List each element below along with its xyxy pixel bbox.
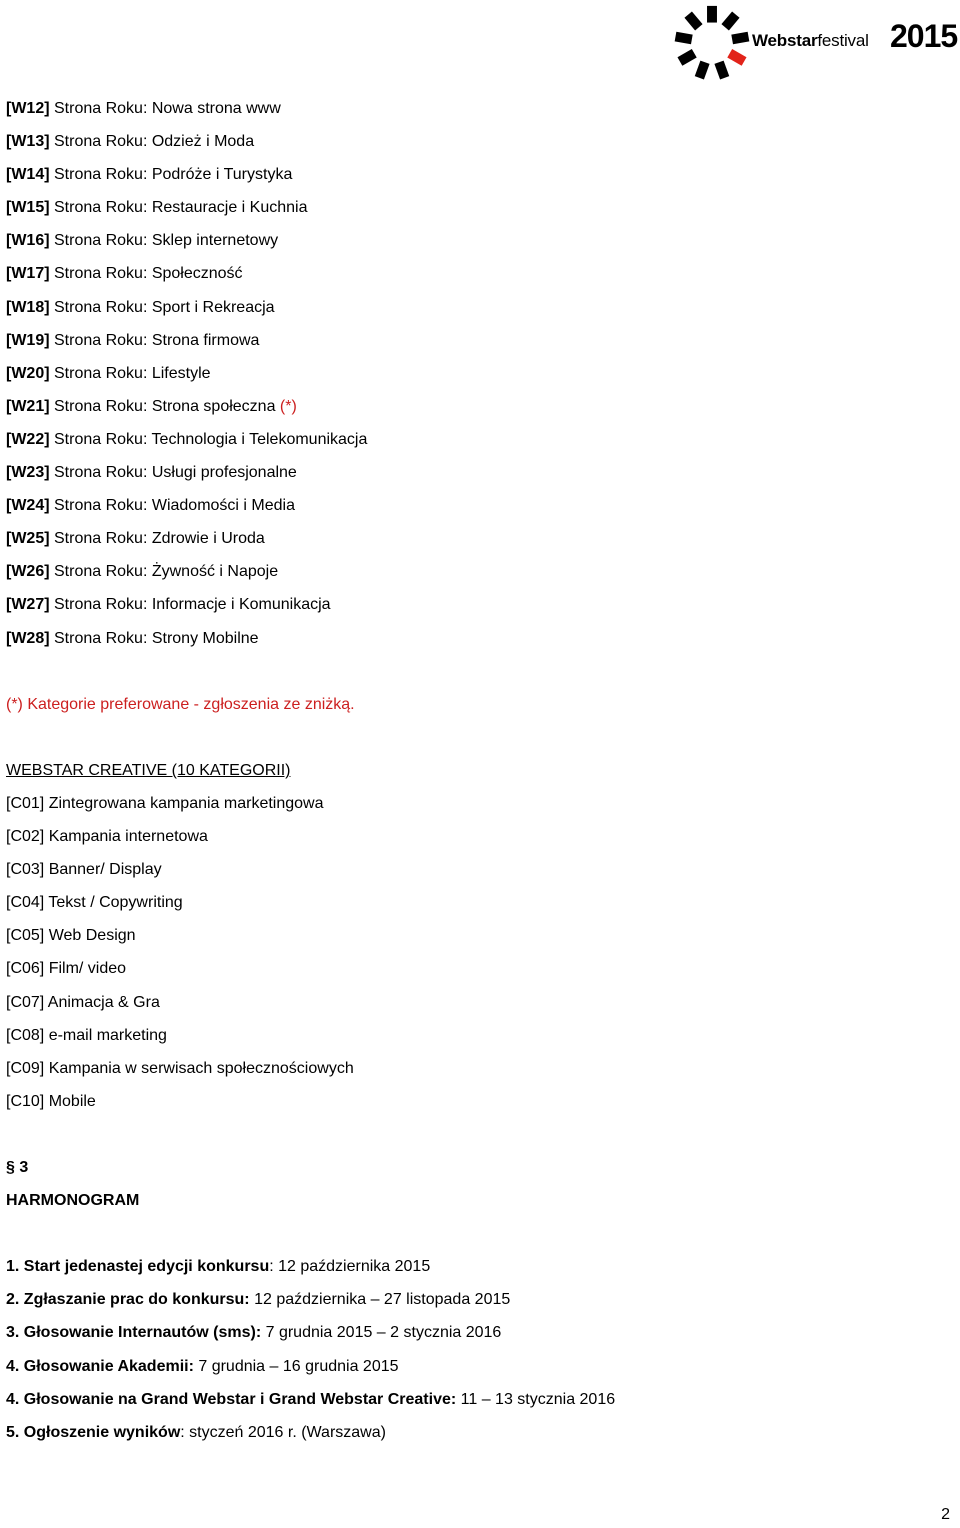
list-item: [C10] Mobile [6, 1092, 96, 1110]
schedule-item: 5. Ogłoszenie wyników: styczeń 2016 r. (Warszawa) [6, 1423, 386, 1441]
document-body [6, 96, 946, 1453]
list-item: [W12] Strona Roku: Nowa strona www [6, 100, 281, 117]
list-item: [C07] Animacja & Gra [6, 993, 160, 1011]
list-item: [C06] Film/ video [6, 960, 127, 978]
schedule-item: 3. Głosowanie Internautów (sms): 7 grudnia 2015 – 2 stycznia 2016 [6, 1324, 502, 1342]
list-item: [W19] Strona Roku: Strona firmowa [6, 331, 260, 349]
creative-categories-section [6, 758, 946, 1122]
schedule-item: 4. Głosowanie Akademii: 7 grudnia – 16 grudnia 2015 [6, 1357, 399, 1375]
list-item: [W18] Strona Roku: Sport i Rekreacja [6, 298, 275, 316]
section-title: HARMONOGRAM [6, 1192, 140, 1210]
list-item: [C01] Zintegrowana kampania marketingowa [6, 794, 324, 812]
discount-footnote: (*) Kategorie preferowane - zgłoszenia ze zniżką. [6, 695, 355, 713]
page-header [0, 0, 960, 88]
section-symbol: § [6, 1159, 15, 1176]
website-categories-list [6, 96, 946, 659]
list-item: [C02] Kampania internetowa [6, 828, 208, 846]
page-number: 2 [941, 1506, 950, 1523]
list-item: [W28] Strona Roku: Strony Mobilne [6, 629, 259, 647]
list-item: [W25] Strona Roku: Zdrowie i Uroda [6, 530, 265, 548]
list-item: [W16] Strona Roku: Sklep internetowy [6, 232, 279, 250]
list-item: [W24] Strona Roku: Wiadomości i Media [6, 497, 295, 515]
list-item: [C03] Banner/ Display [6, 861, 162, 879]
schedule-item: 4. Głosowanie na Grand Webstar i Grand Webstar Creative: 11 – 13 stycznia 2016 [6, 1390, 616, 1408]
list-item: [C05] Web Design [6, 927, 136, 945]
section-number: § 3 [6, 1159, 29, 1176]
header-year: 2015 [890, 18, 958, 54]
list-item: [W17] Strona Roku: Społeczność [6, 265, 243, 283]
schedule-item: 1. Start jedenastej edycji konkursu: 12 października 2015 [6, 1258, 431, 1276]
list-item: [W14] Strona Roku: Podróże i Turystyka [6, 166, 293, 184]
list-item: [W15] Strona Roku: Restauracje i Kuchnia [6, 199, 308, 217]
list-item: [W26] Strona Roku: Żywność i Napoje [6, 563, 279, 581]
webstar-star-logo-icon [673, 4, 751, 82]
list-item: [W13] Strona Roku: Odzież i Moda [6, 133, 255, 151]
list-item: [C04] Tekst / Copywriting [6, 894, 183, 912]
schedule-item: 2. Zgłaszanie prac do konkursu: 12 października – 27 listopada 2015 [6, 1291, 511, 1309]
preferred-marker: (*) [279, 397, 297, 415]
list-item: [W21] Strona Roku: Strona społeczna (*) [6, 397, 297, 415]
list-item: [W27] Strona Roku: Informacje i Komunikacja [6, 596, 331, 614]
brand-name [752, 31, 869, 51]
brand-name-light: festival [817, 31, 869, 50]
list-item: [W20] Strona Roku: Lifestyle [6, 364, 211, 382]
creative-section-title: WEBSTAR CREATIVE (10 KATEGORII) [6, 761, 291, 779]
list-item: [C09] Kampania w serwisach społecznościowych [6, 1059, 354, 1077]
list-item: [C08] e-mail marketing [6, 1026, 167, 1044]
schedule-list [6, 1254, 946, 1453]
list-item: [W22] Strona Roku: Technologia i Telekomunikacja [6, 430, 368, 448]
brand-name-bold: Webstar [752, 31, 818, 50]
list-item: [W23] Strona Roku: Usługi profesjonalne [6, 464, 297, 482]
section-heading [6, 1155, 946, 1221]
